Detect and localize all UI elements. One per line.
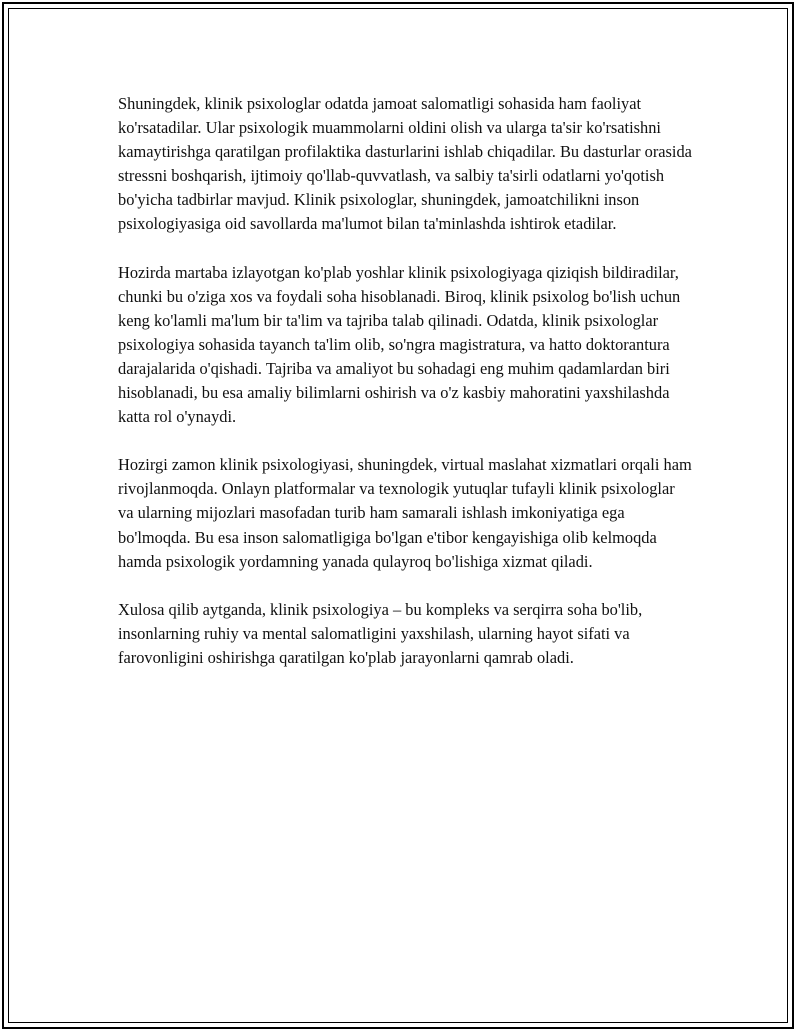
paragraph-4: Xulosa qilib aytganda, klinik psixologiya – bu kompleks va serqirra soha bo'lib, insonlarning ruhiy va mental salomatligini yaxshilash, ularning hayot sifati va farovonligini oshirishga qaratilgan ko'plab jarayonlarni qamrab oladi. (118, 599, 643, 667)
document-body (118, 92, 693, 694)
paragraph-2: Hozirda martaba izlayotgan ko'plab yoshlar klinik psixologiyaga qiziqish bildiradilar, chunki bu o'ziga xos va foydali soha hisoblanadi. Biroq, klinik psixolog bo'lish uchun keng ko'lamli ma'lum bir ta'lim va tajriba talab qilinadi. Odatda, klinik psixologlar psixologiya sohasida tayanch ta'lim olib, so'ngra magistratura, va hatto doktorantura darajalarida o'qishadi. Tajriba va amaliyot bu sohadagi eng muhim qadamlardan biri hisoblanadi, bu esa amaliy bilimlarni oshirish va o'z kasbiy mahoratini yaxshilashda katta rol o'ynaydi. (118, 262, 681, 427)
paragraph-3: Hozirgi zamon klinik psixologiyasi, shuningdek, virtual maslahat xizmatlari orqali ham rivojlanmoqda. Onlayn platformalar va texnologik yutuqlar tufayli klinik psixologlar va ularning mijozlari masofadan turib ham samarali ishlash imkoniyatiga ega bo'lmoqda. Bu esa inson salomatligiga bo'lgan e'tibor kengayishiga olib kelmoqda hamda psixologik yordamning yanada qulayroq bo'lishiga xizmat qiladi. (118, 455, 692, 571)
paragraph-1: Shuningdek, klinik psixologlar odatda jamoat salomatligi sohasida ham faoliyat ko'rsatadilar. Ular psixologik muammolarni oldini olish va ularga ta'sir ko'rsatishni kamaytirishga qaratilgan profilaktika dasturlarini ishlab chiqadilar. Bu dasturlar orasida stressni boshqarish, ijtimoiy qo'llab-quvvatlash, va salbiy ta'sirli odatlarni yo'qotish bo'yicha tadbirlar mavjud. Klinik psixologlar, shuningdek, jamoatchilikni inson psixologiyasiga oid savollarda ma'lumot bilan ta'minlashda ishtirok etadilar. (118, 94, 692, 234)
